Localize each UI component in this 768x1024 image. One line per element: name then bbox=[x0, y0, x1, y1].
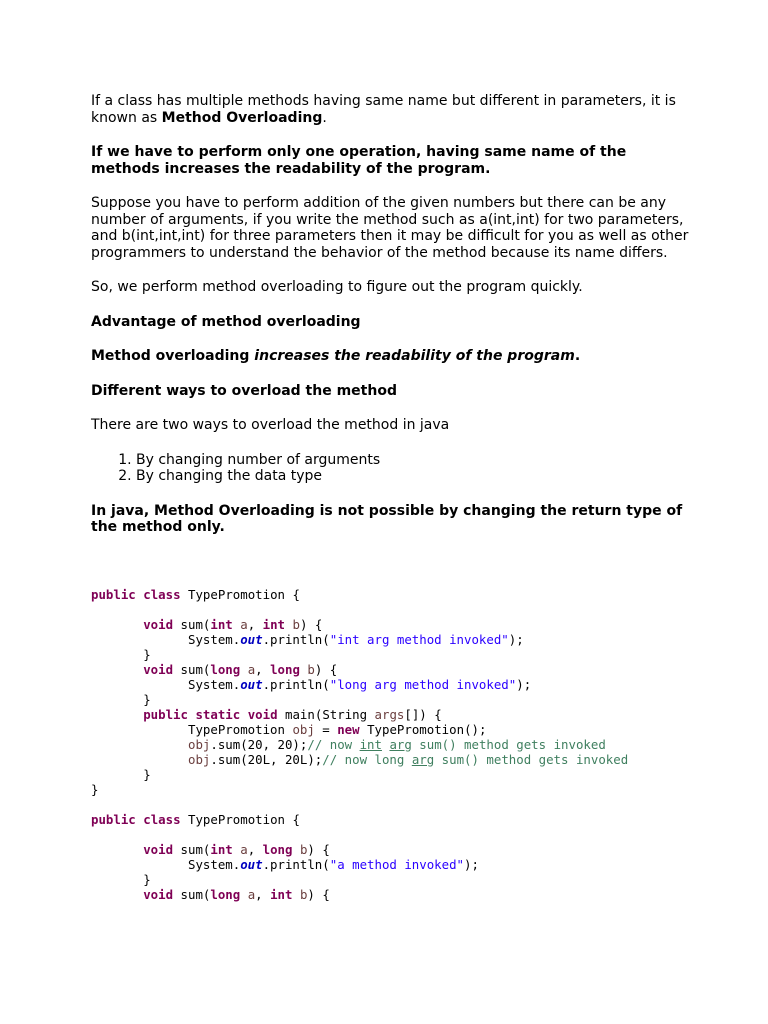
intro-paragraph: If a class has multiple methods having same name but different in parameters, it is known as Method Overloading. bbox=[91, 93, 676, 126]
ways-heading: Different ways to overload the method bbox=[91, 382, 397, 399]
list-item: 2. By changing the data type bbox=[136, 468, 691, 485]
advantage-text: Method overloading increases the readability of the program. bbox=[91, 348, 581, 364]
document-page bbox=[91, 93, 691, 902]
bold-statement: If we have to perform only one operation, having same name of the methods increases the readability of the program. bbox=[91, 144, 627, 177]
advantage-heading: Advantage of method overloading bbox=[91, 313, 361, 330]
list-item: 1. By changing number of arguments bbox=[136, 452, 691, 469]
suppose-paragraph: Suppose you have to perform addition of the given numbers but there can be any number of arguments, if you write the method such as a(int,int) for two parameters, and b(int,int,int) for three parameters then it may be difficult for you as well as other programmers to understand the behavior of the method because its name differs. bbox=[91, 195, 689, 261]
ways-list bbox=[91, 452, 691, 485]
method-overloading-term: Method Overloading bbox=[161, 109, 323, 126]
code-block-2: public class TypePromotion { void sum(int a, long b) { System.out.println("a method invoked"); } void sum(long a, int b) { bbox=[91, 811, 479, 902]
ways-intro: There are two ways to overload the method in java bbox=[91, 417, 450, 433]
code-block-1: public class TypePromotion { void sum(int a, int b) { System.out.println("int arg method invoked"); } void sum(long a, long b) { System.out.println("long arg method invoked"); } public static void main(String args[]) { TypePromotion obj = new TypePromotion(); obj.sum(20, 20);// now int arg sum() method gets invoked obj.sum(20L, 20L);// now long arg sum() method gets invoked } } bbox=[91, 586, 629, 797]
so-paragraph: So, we perform method overloading to figure out the program quickly. bbox=[91, 279, 583, 295]
return-type-note: In java, Method Overloading is not possible by changing the return type of the method only. bbox=[91, 502, 683, 535]
